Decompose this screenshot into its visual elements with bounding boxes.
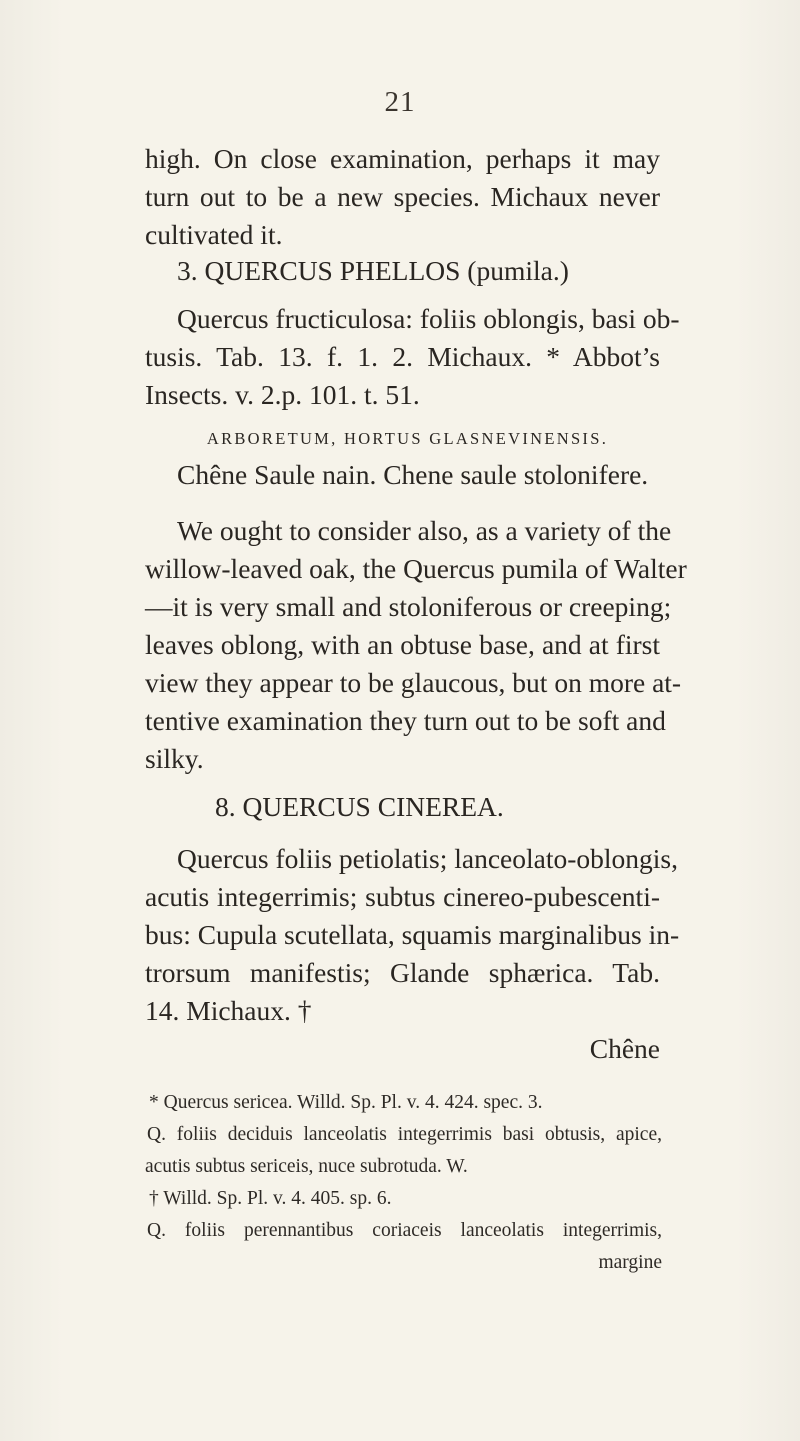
text-line: —it is very small and stoloniferous or creeping; (145, 591, 672, 622)
footnote-line: † Willd. Sp. Pl. v. 4. 405. sp. 6. (149, 1188, 392, 1209)
footnote-line: acutis subtus sericeis, nuce subrotuda. W. (145, 1156, 468, 1177)
location-heading (145, 420, 660, 458)
text-line: Insects. v. 2.p. 101. t. 51. (145, 379, 420, 410)
paragraph-continuation (145, 140, 660, 254)
text-line: We ought to consider also, as a variety of the (177, 515, 672, 546)
section-heading-quercus-phellos (145, 252, 660, 290)
section-heading: 3. QUERCUS PHELLOS (pumila.) (177, 255, 569, 286)
common-name-line (145, 456, 660, 494)
footnote-line: Q. foliis deciduis lanceolatis integerrimis basi obtusis, apice, (147, 1124, 662, 1145)
section-heading: 8. QUERCUS CINEREA. (215, 791, 504, 822)
text-line: trorsum manifestis; Glande sphærica. Tab. (145, 957, 660, 988)
section-heading-quercus-cinerea (145, 788, 660, 826)
text-line: turn out to be a new species. Michaux never (145, 181, 660, 212)
footnotes (145, 1087, 662, 1279)
text-line: Quercus fructiculosa: foliis oblongis, basi ob- (177, 303, 680, 334)
text-line: 14. Michaux. † (145, 995, 312, 1026)
page-number: 21 (384, 86, 416, 118)
location-label: ARBORETUM, HORTUS GLASNEVINENSIS. (206, 429, 609, 448)
text-line: cultivated it. (145, 219, 283, 250)
catchword: Chêne (589, 1033, 660, 1064)
text-line: tusis. Tab. 13. f. 1. 2. Michaux. * Abbot’s (145, 341, 660, 372)
paragraph-quercus-fructiculosa (145, 300, 680, 414)
footnote-line: Q. foliis perennantibus coriaceis lanceolatis integerrimis, (147, 1220, 662, 1241)
footnote-line: * Quercus sericea. Willd. Sp. Pl. v. 4. 424. spec. 3. (149, 1092, 543, 1113)
common-name: Chêne Saule nain. Chene saule stolonifere. (177, 459, 649, 490)
text-line: view they appear to be glaucous, but on more at- (145, 667, 682, 698)
text-line: leaves oblong, with an obtuse base, and at first (145, 629, 660, 660)
footnote-catchword: margine (598, 1252, 662, 1273)
text-line: high. On close examination, perhaps it may (145, 143, 660, 174)
text-line: acutis integerrimis; subtus cinereo-pubescenti- (145, 881, 660, 912)
text-line: Quercus foliis petiolatis; lanceolato-oblongis, (177, 843, 679, 874)
text-line: silky. (145, 743, 204, 774)
text-line: bus: Cupula scutellata, squamis marginalibus in- (145, 919, 680, 950)
paragraph-quercus-foliis (145, 840, 680, 1068)
paragraph-variety (145, 512, 687, 778)
text-line: willow-leaved oak, the Quercus pumila of Walter (145, 553, 687, 584)
text-line: tentive examination they turn out to be soft and (145, 705, 666, 736)
